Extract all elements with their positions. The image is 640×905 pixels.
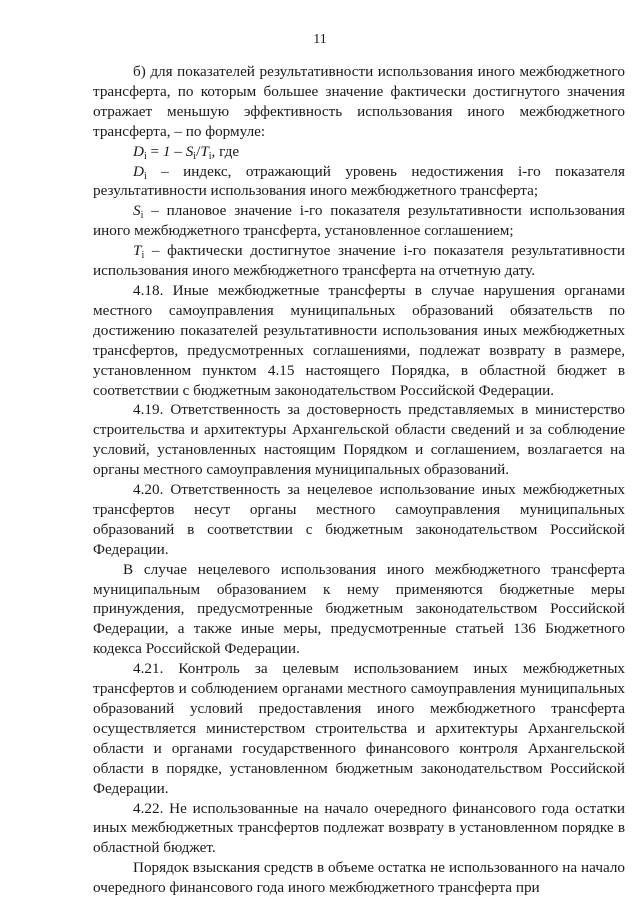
paragraph-misuse-case: В случае нецелевого использования иного межбюджетного трансферта муниципальным образованием к нему применяются бюджетные меры принуждения, предусмотренные бюджетным законодательством Российской Федерации, а также иные меры, предусмотренные статьей 136 Бюджетного кодекса Российской Федерации.: [93, 560, 625, 658]
formula-where: , где: [211, 142, 240, 160]
formula-one: 1: [162, 142, 171, 160]
paragraph-4-21: 4.21. Контроль за целевым использованием иных межбюджетных трансфертов и соблюдением органами местного самоуправления муниципальных образований условий предоставления иного межбюджетного трансферта осуществляется министерством строительства и архитектуры Архангельской области и органами государственного финансового контроля Архангельской области в порядке, установленном бюджетным законодательством Российской Федерации.: [93, 660, 625, 797]
def-t-text: – фактически достигнутое значение i-го показателя результативности использования иного межбюджетного трансферта на отчетную дату.: [93, 242, 625, 280]
definition-t: [93, 241, 625, 281]
def-s-sub: i: [140, 210, 144, 222]
paragraph-4-19: 4.19. Ответственность за достоверность представляемых в министерство строительства и архитектуры Архангельской области сведений и за соблюдение условий, установленных настоящим Порядком и соглашением, возлагается на органы местного самоуправления муниципальных образований.: [93, 401, 625, 479]
paragraph-4-18: 4.18. Иные межбюджетные трансферты в случае нарушения органами местного самоуправления муниципальных образований обязательств по достижению показателей результативности использования иных межбюджетных трансфертов, предусмотренных соглашениями, подлежат возврату в размере, установленном пунктом 4.15 настоящего Порядка, в областной бюджет в соответствии с бюджетным законодательством Российской Федерации.: [93, 281, 625, 399]
formula-d-sub: i: [143, 150, 147, 162]
def-d-sub: i: [143, 170, 147, 182]
paragraph-b: б) для показателей результативности использования иного межбюджетного трансферта, по которым большее значение фактически достигнутого значения отражает меньшую эффективность использования иного межбюджетного трансферта, – по формуле:: [93, 63, 625, 140]
formula-s-sub: i: [193, 150, 197, 162]
paragraph-4-20: 4.20. Ответственность за нецелевое использование иных межбюджетных трансфертов несут органы местного самоуправления муниципальных образований в соответствии с бюджетным законодательством Российской Федерации.: [93, 481, 625, 558]
def-s-symbol: S: [133, 202, 141, 220]
formula-t-sub: i: [208, 150, 212, 162]
def-d-symbol: D: [133, 162, 144, 180]
paragraph-recovery-order: Порядок взыскания средств в объеме остатка не использованного на начало очередного финансового года иного межбюджетного трансферта при: [93, 859, 625, 897]
def-t-symbol: T: [133, 242, 142, 260]
def-t-sub: i: [141, 250, 145, 262]
page-number: 11: [313, 32, 327, 47]
def-d-text: – индекс, отражающий уровень недостижения i-го показателя результативности использования иного межбюджетного трансферта;: [93, 162, 625, 200]
formula: [93, 142, 625, 162]
formula-eq: =: [146, 142, 163, 160]
def-s-text: – плановое значение i-го показателя результативности использования иного межбюджетного трансферта, установленное соглашением;: [93, 202, 625, 240]
paragraph-4-22: 4.22. Не использованные на начало очередного финансового года остатки иных межбюджетных трансфертов подлежат возврату в установленном порядке в областной бюджет.: [93, 799, 625, 857]
definition-s: [93, 201, 625, 241]
definition-d: [93, 162, 625, 202]
formula-t: T: [200, 142, 209, 160]
formula-s: S: [185, 142, 194, 160]
document-body: [93, 62, 625, 898]
formula-d: D: [133, 142, 144, 160]
formula-minus: –: [170, 142, 186, 160]
formula-slash: /: [196, 142, 201, 160]
